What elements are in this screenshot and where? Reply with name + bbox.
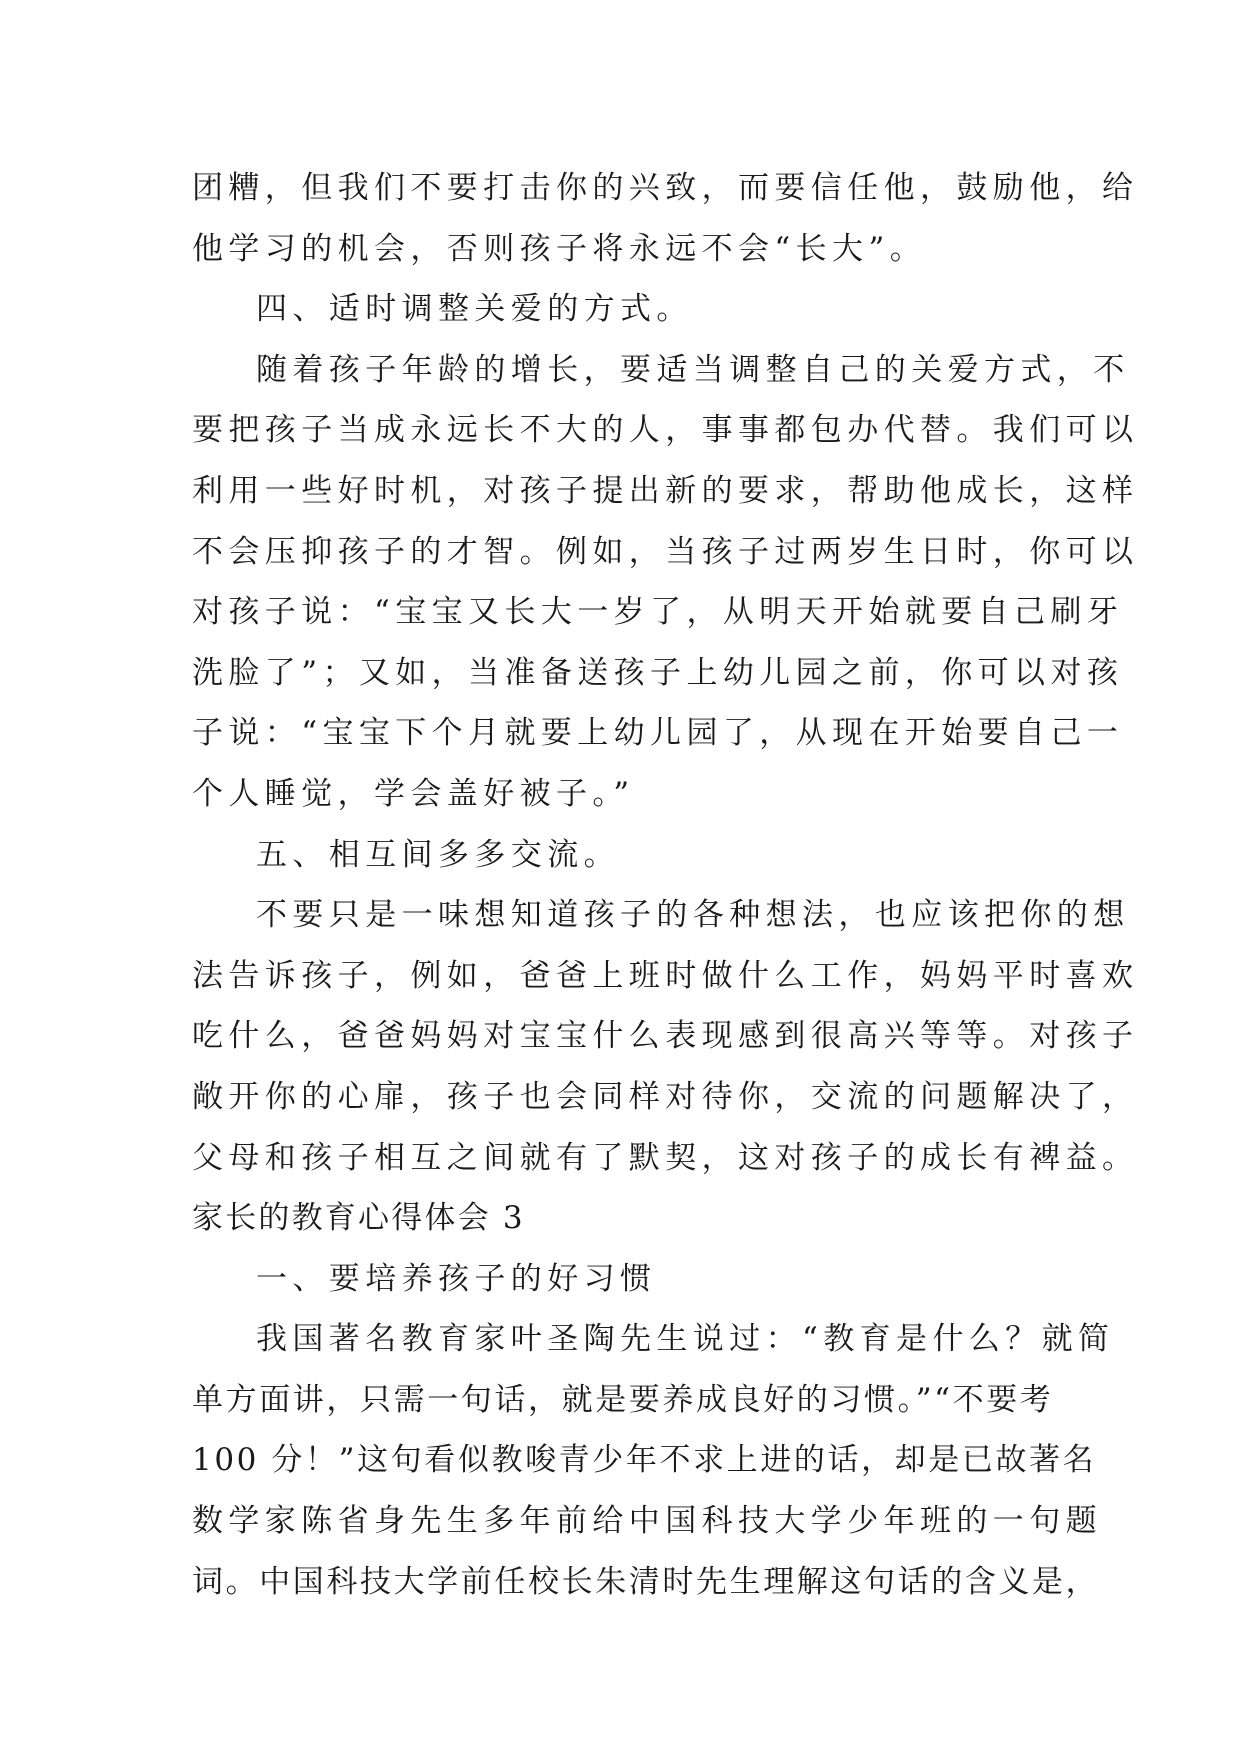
paragraph-line: 不会压抑孩子的才智。例如，当孩子过两岁生日时，你可以	[192, 533, 1139, 570]
paragraph-line: 父母和孩子相互之间就有了默契，这对孩子的成长有裨益。	[192, 1139, 1139, 1176]
paragraph-line: 要把孩子当成永远长不大的人，事事都包办代替。我们可以	[192, 412, 1139, 449]
paragraph-line: 数学家陈省身先生多年前给中国科技大学少年班的一句题	[192, 1503, 1102, 1540]
paragraph-line: 敞开你的心扉，孩子也会同样对待你，交流的问题解决了，	[192, 1078, 1139, 1115]
article-title: 家长的教育心得体会 3	[192, 1200, 525, 1237]
paragraph-line: 吃什么，爸爸妈妈对宝宝什么表现感到很高兴等等。对孩子	[192, 1018, 1139, 1055]
paragraph-line: 利用一些好时机，对孩子提出新的要求，帮助他成长，这样	[192, 472, 1139, 509]
paragraph-line: 子说：“宝宝下个月就要上幼儿园了，从现在开始要自己一	[192, 715, 1124, 752]
section-heading: 一、要培养孩子的好习惯	[256, 1260, 657, 1297]
paragraph-line: 词。中国科技大学前任校长朱清时先生理解这句话的含义是，	[192, 1563, 1100, 1600]
paragraph-line: 单方面讲，只需一句话，就是要养成良好的习惯。”“不要考	[192, 1381, 1054, 1418]
paragraph-line: 洗脸了”；又如，当准备送孩子上幼儿园之前，你可以对孩	[192, 654, 1124, 691]
paragraph-line: 100 分！”这句看似教唆青少年不求上进的话，却是已故著名	[192, 1442, 1097, 1479]
paragraph-line: 对孩子说：“宝宝又长大一岁了，从明天开始就要自己刷牙	[192, 594, 1124, 631]
section-heading: 四、适时调整关爱的方式。	[256, 291, 693, 328]
document-page	[192, 158, 1139, 1612]
section-heading: 五、相互间多多交流。	[256, 836, 620, 873]
paragraph-line: 他学习的机会，否则孩子将永远不会“长大”。	[192, 230, 927, 267]
paragraph-line: 团糟，但我们不要打击你的兴致，而要信任他，鼓励他，给	[192, 170, 1139, 206]
paragraph-line: 法告诉孩子，例如，爸爸上班时做什么工作，妈妈平时喜欢	[192, 957, 1139, 994]
paragraph-line: 我国著名教育家叶圣陶先生说过：“教育是什么？就简	[256, 1321, 1115, 1358]
paragraph-line: 随着孩子年龄的增长，要适当调整自己的关爱方式，不	[256, 351, 1130, 388]
paragraph-line: 个人睡觉，学会盖好被子。”	[192, 775, 635, 812]
paragraph-line: 不要只是一味想知道孩子的各种想法，也应该把你的想	[256, 897, 1130, 934]
